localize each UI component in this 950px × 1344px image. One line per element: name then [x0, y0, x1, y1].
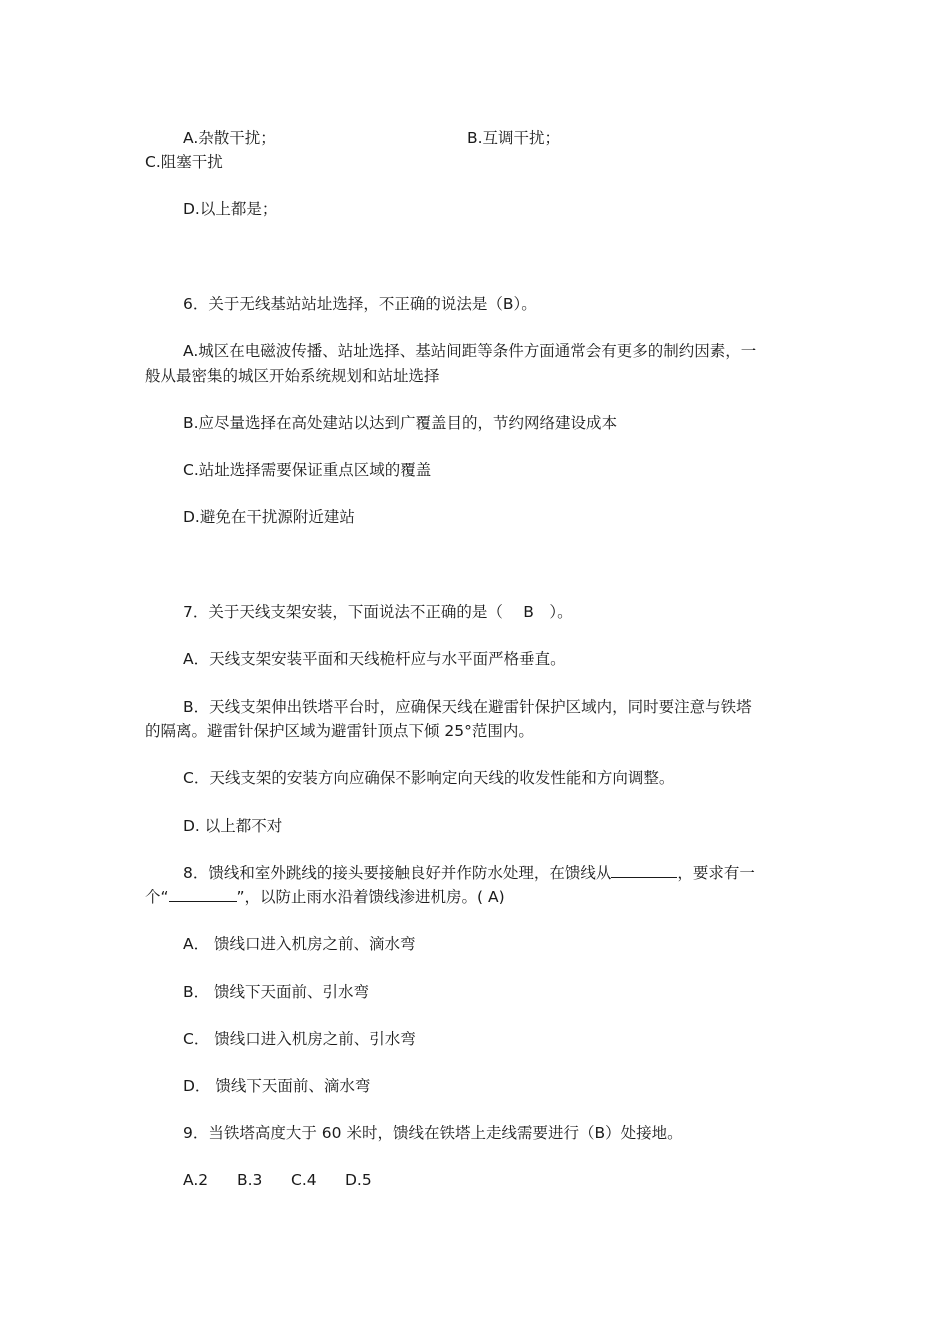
q6-option-b: B.应尽量选择在高处建站以达到广覆盖目的，节约网络建设成本: [183, 414, 618, 432]
q9-option-a: A.2: [183, 1171, 209, 1189]
q8-option-d: D． 馈线下天面前、滴水弯: [183, 1077, 371, 1095]
q8-option-c: C． 馈线口进入机房之前、引水弯: [183, 1030, 416, 1048]
q8-option-a: A． 馈线口进入机房之前、滴水弯: [183, 935, 416, 953]
q8-blank-1: [611, 861, 677, 878]
q6-option-d: D.避免在干扰源附近建站: [183, 508, 355, 526]
q6-option-c: C.站址选择需要保证重点区域的覆盖: [183, 461, 432, 479]
q5-option-d: D.以上都是；: [183, 200, 278, 218]
q6-stem: 6．关于无线基站站址选择，不正确的说法是（B）。: [183, 295, 537, 313]
q9-stem: 9．当铁塔高度大于 60 米时，馈线在铁塔上走线需要进行（B）处接地。: [183, 1124, 683, 1142]
q8-stem-text-1: 8．馈线和室外跳线的接头要接触良好并作防水处理，在馈线从: [183, 864, 612, 882]
q6-option-a-line2: 般从最密集的城区开始系统规划和站址选择: [145, 367, 440, 385]
q6-option-a-line1: A.城区在电磁波传播、站址选择、基站间距等条件方面通常会有更多的制约因素，一: [183, 342, 757, 360]
q8-stem-text-3: 个“: [145, 888, 169, 906]
q5-option-c: C.阻塞干扰: [145, 153, 223, 171]
q8-stem-text-4: ”，以防止雨水沿着馈线渗进机房。( A): [236, 888, 505, 906]
q7-option-d: D. 以上都不对: [183, 817, 283, 835]
q9-option-b: B.3: [237, 1171, 263, 1189]
q9-option-c: C.4: [291, 1171, 317, 1189]
q7-option-a: A．天线支架安装平面和天线桅杆应与水平面严格垂直。: [183, 650, 566, 668]
q5-option-b: B.互调干扰；: [467, 129, 561, 147]
q5-option-a: A.杂散干扰；: [183, 129, 276, 147]
q8-stem-line1: [183, 861, 755, 885]
q8-blank-2: [169, 885, 237, 902]
q8-stem-line2: [145, 885, 505, 909]
q7-stem: 7．关于天线支架安装，下面说法不正确的是（ B ）。: [183, 603, 573, 621]
q7-option-b-line1: B．天线支架伸出铁塔平台时，应确保天线在避雷针保护区域内，同时要注意与铁塔: [183, 698, 752, 716]
q8-option-b: B． 馈线下天面前、引水弯: [183, 983, 370, 1001]
q8-stem-text-2: ，要求有一: [677, 864, 755, 882]
q7-option-c: C．天线支架的安装方向应确保不影响定向天线的收发性能和方向调整。: [183, 769, 675, 787]
q9-option-d: D.5: [345, 1171, 372, 1189]
q7-option-b-line2: 的隔离。避雷针保护区域为避雷针顶点下倾 25°范围内。: [145, 722, 534, 740]
